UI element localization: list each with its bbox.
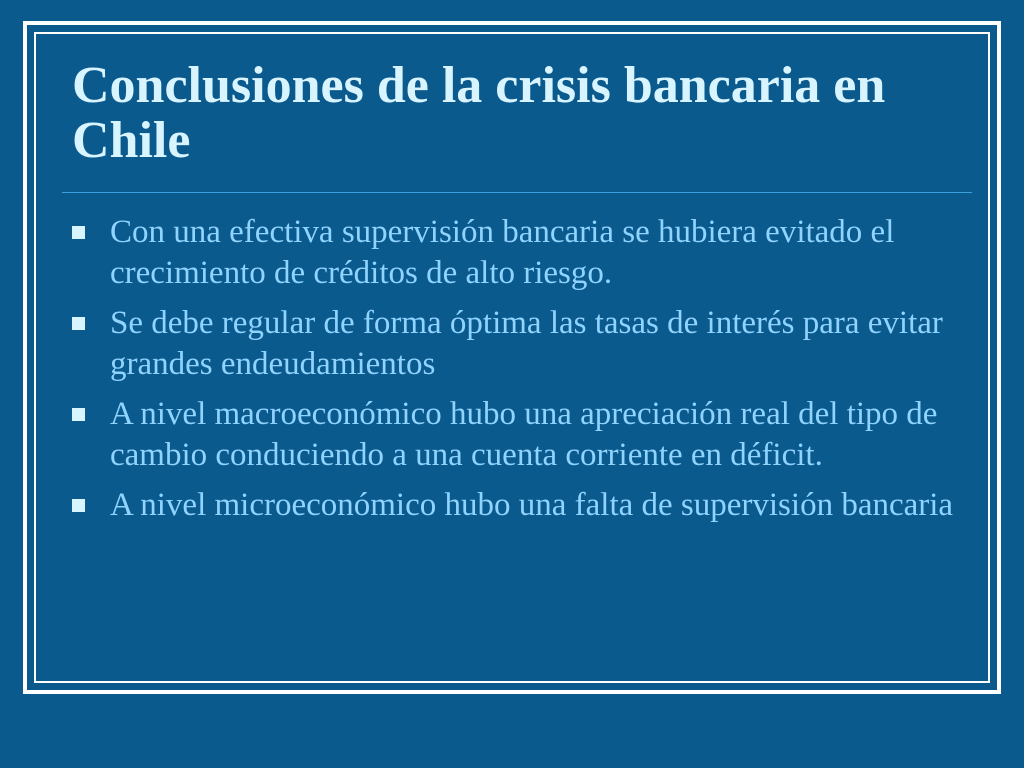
bullet-list bbox=[72, 212, 972, 535]
bullet-text-2: Se debe regular de forma óptima las tasas de interés para evitar grandes endeudamientos bbox=[110, 305, 943, 382]
bullet-item-3 bbox=[72, 394, 972, 476]
bullet-text-4: A nivel microeconómico hubo una falta de supervisión bancaria bbox=[110, 487, 954, 523]
bullet-item-1 bbox=[72, 212, 972, 294]
square-bullet-icon bbox=[72, 226, 85, 239]
bullet-item-2 bbox=[72, 303, 972, 385]
title-divider bbox=[62, 192, 972, 193]
bullet-text-1: Con una efectiva supervisión bancaria se hubiera evitado el crecimiento de créditos de alto riesgo. bbox=[110, 214, 895, 291]
square-bullet-icon bbox=[72, 499, 85, 512]
bullet-text-3: A nivel macroeconómico hubo una apreciación real del tipo de cambio conduciendo a una cuenta corriente en déficit. bbox=[110, 396, 938, 473]
bullet-item-4 bbox=[72, 485, 972, 526]
square-bullet-icon bbox=[72, 317, 85, 330]
slide-title: Conclusiones de la crisis bancaria en Chile bbox=[72, 57, 886, 169]
square-bullet-icon bbox=[72, 408, 85, 421]
